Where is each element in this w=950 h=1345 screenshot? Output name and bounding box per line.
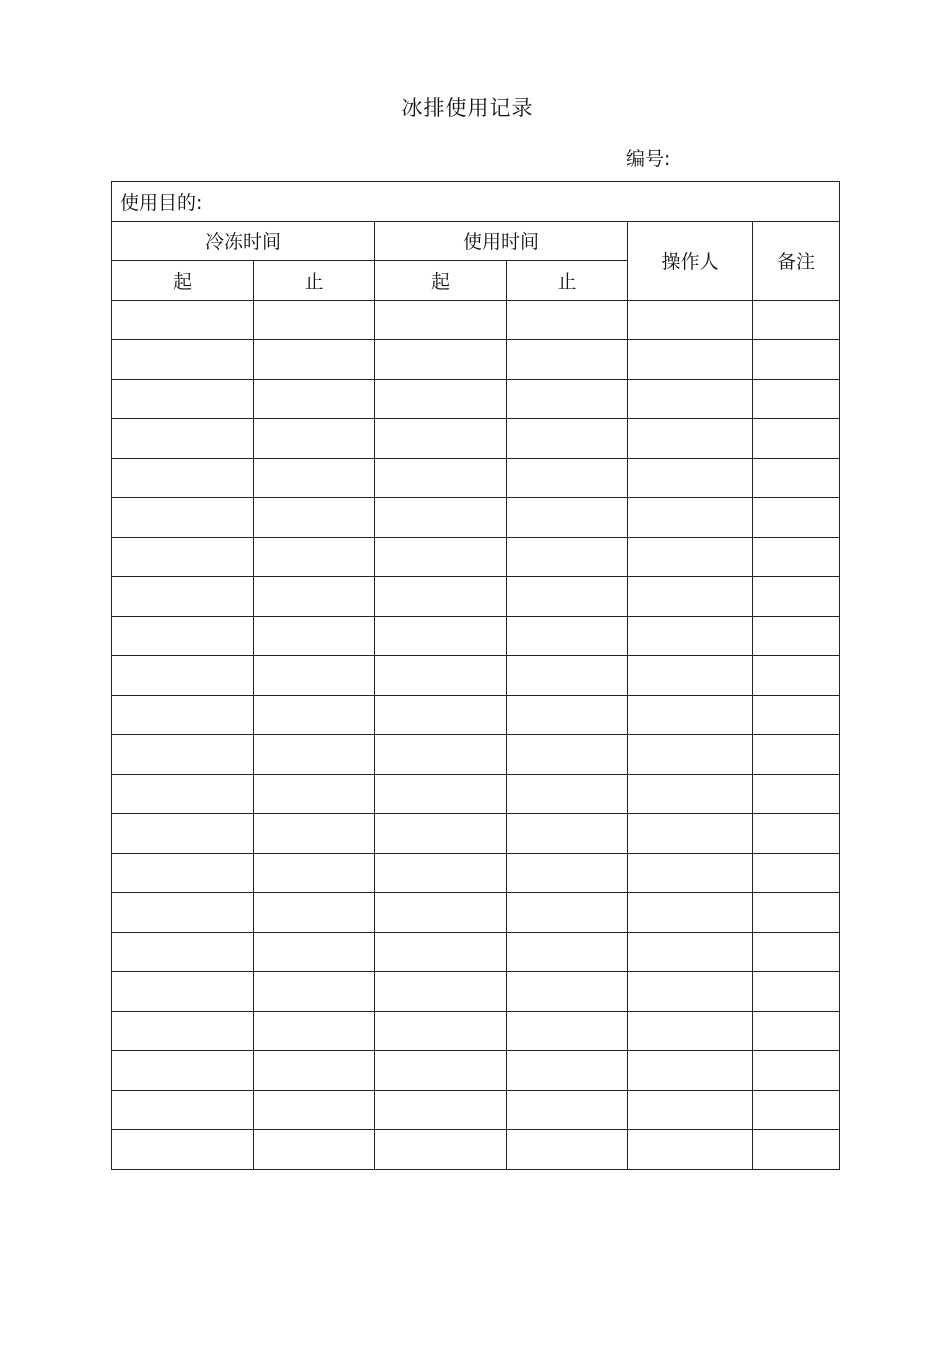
freeze-end-cell[interactable] (254, 379, 375, 419)
operator-cell[interactable] (628, 537, 753, 577)
table-row (112, 1130, 840, 1170)
freeze-start-cell[interactable] (112, 814, 254, 854)
remarks-cell[interactable] (753, 1130, 840, 1170)
remarks-cell[interactable] (753, 1090, 840, 1130)
use-start-cell[interactable] (375, 1051, 507, 1091)
use-start-cell[interactable] (375, 695, 507, 735)
freeze-end-cell[interactable] (254, 1051, 375, 1091)
freeze-end-cell[interactable] (254, 498, 375, 538)
freeze-end-cell[interactable] (254, 616, 375, 656)
operator-cell[interactable] (628, 656, 753, 696)
table-row (112, 1011, 840, 1051)
freeze-end-cell[interactable] (254, 695, 375, 735)
table-row (112, 379, 840, 419)
operator-cell[interactable] (628, 1130, 753, 1170)
freeze-start-cell[interactable] (112, 735, 254, 775)
operator-cell[interactable] (628, 814, 753, 854)
freeze-start-cell[interactable] (112, 537, 254, 577)
use-end-cell[interactable] (507, 695, 628, 735)
operator-cell[interactable] (628, 1051, 753, 1091)
purpose-label: 使用目的: (120, 191, 203, 214)
freeze-end-cell[interactable] (254, 893, 375, 933)
table-row (112, 893, 840, 933)
use-start-cell[interactable] (375, 419, 507, 459)
use-end-cell[interactable] (507, 656, 628, 696)
remarks-cell[interactable] (753, 577, 840, 617)
use-time-header: 使用时间 (375, 221, 628, 261)
use-start-cell[interactable] (375, 1090, 507, 1130)
use-end-cell[interactable] (507, 1090, 628, 1130)
operator-cell[interactable] (628, 300, 753, 340)
freeze-time-header: 冷冻时间 (112, 221, 375, 261)
use-end-cell[interactable] (507, 932, 628, 972)
use-end-cell[interactable] (507, 972, 628, 1012)
use-start-cell[interactable] (375, 537, 507, 577)
freeze-start-cell[interactable] (112, 458, 254, 498)
use-end-cell[interactable] (507, 419, 628, 459)
use-end-cell[interactable] (507, 537, 628, 577)
table-row (112, 1090, 840, 1130)
freeze-start-cell[interactable] (112, 853, 254, 893)
freeze-start-header: 起 (112, 261, 254, 301)
use-end-cell[interactable] (507, 1011, 628, 1051)
use-start-cell[interactable] (375, 656, 507, 696)
use-end-cell[interactable] (507, 893, 628, 933)
table-row (112, 616, 840, 656)
table-row (112, 419, 840, 459)
use-end-cell[interactable] (507, 458, 628, 498)
operator-cell[interactable] (628, 735, 753, 775)
purpose-row (112, 182, 840, 222)
use-start-cell[interactable] (375, 814, 507, 854)
use-end-cell[interactable] (507, 340, 628, 380)
table-row (112, 577, 840, 617)
use-end-cell[interactable] (507, 379, 628, 419)
operator-cell[interactable] (628, 1090, 753, 1130)
use-start-cell[interactable] (375, 616, 507, 656)
use-start-header: 起 (375, 261, 507, 301)
table-row (112, 498, 840, 538)
use-end-cell[interactable] (507, 735, 628, 775)
remarks-cell[interactable] (753, 972, 840, 1012)
table-row (112, 1051, 840, 1091)
freeze-start-cell[interactable] (112, 774, 254, 814)
use-start-cell[interactable] (375, 577, 507, 617)
operator-cell[interactable] (628, 616, 753, 656)
table-row (112, 458, 840, 498)
freeze-end-cell[interactable] (254, 1130, 375, 1170)
table-row (112, 735, 840, 775)
page-title: 冰排使用记录 (401, 96, 534, 120)
code-label: 编号: (626, 148, 671, 170)
use-end-cell[interactable] (507, 1130, 628, 1170)
freeze-end-cell[interactable] (254, 932, 375, 972)
use-end-cell[interactable] (507, 853, 628, 893)
use-start-cell[interactable] (375, 1011, 507, 1051)
freeze-end-cell[interactable] (254, 814, 375, 854)
use-start-cell[interactable] (375, 774, 507, 814)
remarks-cell[interactable] (753, 537, 840, 577)
freeze-start-cell[interactable] (112, 972, 254, 1012)
remarks-cell[interactable] (753, 853, 840, 893)
table-row (112, 656, 840, 696)
operator-cell[interactable] (628, 458, 753, 498)
operator-cell[interactable] (628, 932, 753, 972)
use-start-cell[interactable] (375, 1130, 507, 1170)
use-end-cell[interactable] (507, 616, 628, 656)
remarks-cell[interactable] (753, 656, 840, 696)
table-row (112, 340, 840, 380)
operator-cell[interactable] (628, 695, 753, 735)
freeze-end-cell[interactable] (254, 458, 375, 498)
remarks-cell[interactable] (753, 814, 840, 854)
freeze-end-cell[interactable] (254, 853, 375, 893)
remarks-cell[interactable] (753, 893, 840, 933)
use-start-cell[interactable] (375, 735, 507, 775)
table-row (112, 537, 840, 577)
freeze-start-cell[interactable] (112, 695, 254, 735)
use-end-cell[interactable] (507, 1051, 628, 1091)
remarks-cell[interactable] (753, 498, 840, 538)
freeze-end-cell[interactable] (254, 1011, 375, 1051)
table-row (112, 300, 840, 340)
table-row (112, 853, 840, 893)
freeze-end-cell[interactable] (254, 577, 375, 617)
table-row (112, 774, 840, 814)
remarks-cell[interactable] (753, 774, 840, 814)
use-start-cell[interactable] (375, 498, 507, 538)
use-start-cell[interactable] (375, 932, 507, 972)
operator-cell[interactable] (628, 1011, 753, 1051)
remarks-cell[interactable] (753, 735, 840, 775)
remarks-cell[interactable] (753, 300, 840, 340)
remarks-cell[interactable] (753, 458, 840, 498)
freeze-start-cell[interactable] (112, 932, 254, 972)
freeze-end-cell[interactable] (254, 656, 375, 696)
use-end-cell[interactable] (507, 814, 628, 854)
freeze-start-cell[interactable] (112, 340, 254, 380)
freeze-end-cell[interactable] (254, 972, 375, 1012)
table-row (112, 972, 840, 1012)
operator-cell[interactable] (628, 340, 753, 380)
freeze-end-cell[interactable] (254, 537, 375, 577)
remarks-cell[interactable] (753, 695, 840, 735)
freeze-start-cell[interactable] (112, 616, 254, 656)
freeze-start-cell[interactable] (112, 419, 254, 459)
table-row (112, 695, 840, 735)
use-end-cell[interactable] (507, 300, 628, 340)
freeze-start-cell[interactable] (112, 893, 254, 933)
operator-cell[interactable] (628, 419, 753, 459)
remarks-cell[interactable] (753, 932, 840, 972)
freeze-start-cell[interactable] (112, 1051, 254, 1091)
table-row (112, 932, 840, 972)
operator-cell[interactable] (628, 774, 753, 814)
remarks-cell[interactable] (753, 1051, 840, 1091)
operator-cell[interactable] (628, 379, 753, 419)
use-end-cell[interactable] (507, 577, 628, 617)
header-row-1 (112, 221, 840, 261)
freeze-start-cell[interactable] (112, 1130, 254, 1170)
use-start-cell[interactable] (375, 340, 507, 380)
remarks-header: 备注 (753, 221, 840, 300)
use-start-cell[interactable] (375, 853, 507, 893)
freeze-start-cell[interactable] (112, 1090, 254, 1130)
remarks-cell[interactable] (753, 340, 840, 380)
freeze-end-cell[interactable] (254, 419, 375, 459)
use-start-cell[interactable] (375, 379, 507, 419)
purpose-cell[interactable] (112, 182, 840, 222)
remarks-cell[interactable] (753, 419, 840, 459)
freeze-end-header: 止 (254, 261, 375, 301)
operator-header: 操作人 (628, 221, 753, 300)
freeze-start-cell[interactable] (112, 1011, 254, 1051)
operator-cell[interactable] (628, 577, 753, 617)
use-end-header: 止 (507, 261, 628, 301)
record-table (111, 181, 840, 1170)
use-start-cell[interactable] (375, 300, 507, 340)
freeze-end-cell[interactable] (254, 300, 375, 340)
freeze-end-cell[interactable] (254, 1090, 375, 1130)
remarks-cell[interactable] (753, 616, 840, 656)
operator-cell[interactable] (628, 498, 753, 538)
freeze-start-cell[interactable] (112, 656, 254, 696)
operator-cell[interactable] (628, 893, 753, 933)
operator-cell[interactable] (628, 853, 753, 893)
freeze-end-cell[interactable] (254, 774, 375, 814)
use-start-cell[interactable] (375, 972, 507, 1012)
freeze-start-cell[interactable] (112, 300, 254, 340)
operator-cell[interactable] (628, 972, 753, 1012)
use-end-cell[interactable] (507, 774, 628, 814)
freeze-start-cell[interactable] (112, 577, 254, 617)
remarks-cell[interactable] (753, 1011, 840, 1051)
use-start-cell[interactable] (375, 458, 507, 498)
freeze-end-cell[interactable] (254, 340, 375, 380)
table-row (112, 814, 840, 854)
freeze-start-cell[interactable] (112, 379, 254, 419)
use-end-cell[interactable] (507, 498, 628, 538)
freeze-end-cell[interactable] (254, 735, 375, 775)
use-start-cell[interactable] (375, 893, 507, 933)
remarks-cell[interactable] (753, 379, 840, 419)
freeze-start-cell[interactable] (112, 498, 254, 538)
